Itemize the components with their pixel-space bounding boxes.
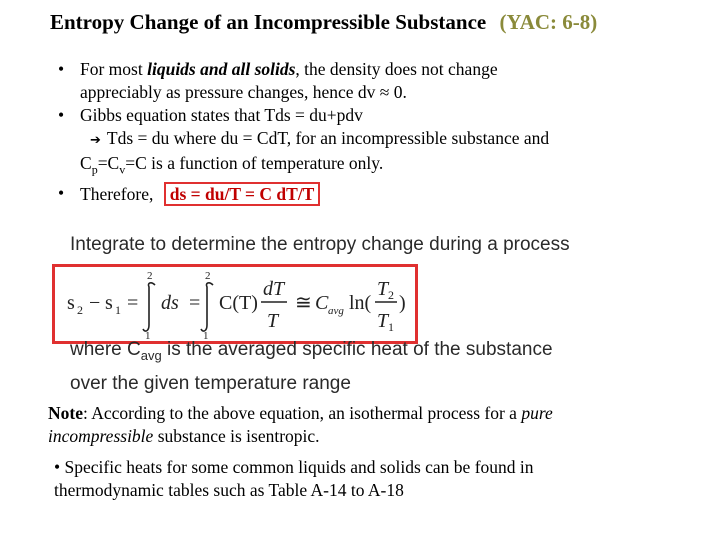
formula-minus: − [89,292,101,314]
formula-s2: s [67,292,75,314]
bullet-text: appreciably as pressure changes, hence dv ≈ 0. [80,82,407,102]
formula-close-paren: ) [399,292,406,314]
formula-s1-sub: 1 [115,303,121,317]
entropy-integral-formula [52,264,418,344]
bullet-text: Therefore, [80,183,154,204]
integral2-upper-limit: 2 [205,270,211,282]
note-emphasis-pure: pure [521,403,553,423]
integral2-lower-limit: 1 [203,330,209,341]
bullet-dot: • [58,182,65,203]
where-caption [70,339,553,363]
bullet-text: , the density does not change [295,59,498,79]
tables-note-line: • Specific heats for some common liquids and solids can be found in [54,457,534,477]
formula-equals-2: = [189,292,201,314]
title-reference: (YAC: 6-8) [499,10,598,34]
tables-note-line: thermodynamic tables such as Table A-14 to A-18 [54,480,404,500]
highlighted-equation: ds = du/T = C dT/T [164,182,321,206]
note-text: : According to the above equation, an isothermal process for a [82,403,522,423]
note-label: Note [48,403,83,423]
formula-t2-sub: 2 [388,288,394,302]
formula-c-of-t: C(T) [219,292,258,314]
bullet-gibbs [56,104,696,127]
specific-heat-tables-note [54,456,694,502]
formula-c: C [315,292,329,314]
bullet-dot: • [58,105,65,125]
formula-t2: T [377,278,389,300]
cp-subscript: p [91,162,98,177]
integral1-lower-limit: 1 [145,330,151,341]
bullet-text: For most [80,59,148,79]
bullet-list [56,58,696,206]
integral-sign-icon [143,283,155,331]
formula-s1: s [105,292,113,314]
cv-subscript: v [119,162,126,177]
cv-symbol: =C [97,153,120,173]
note-emphasis-incompressible: incompressible [48,426,154,446]
arrow-right-icon: ➔ [90,133,101,148]
bullet-incompressible [56,58,696,104]
specific-heat-line [56,152,696,182]
integral1-upper-limit: 2 [147,270,153,282]
formula-t1-sub: 1 [388,320,394,334]
title-main: Entropy Change of an Incompressible Substance [50,10,487,34]
cp-symbol: C [80,153,92,173]
formula-t1: T [377,310,389,332]
where-text: where C [70,339,141,360]
bullet-dot: • [58,59,65,79]
formula-s2-sub: 2 [77,303,83,317]
integral-sign-icon [201,283,213,331]
gibbs-result-line [56,127,696,152]
formula-dt: dT [263,278,285,300]
formula-approx: ≅ [295,292,312,314]
note-text: substance is isentropic. [153,426,320,446]
formula-avg-sub: avg [328,305,344,317]
formula-ln: ln( [349,292,372,314]
formula-graphic [55,267,415,341]
bullet-text: Tds = du where du = CdT, for an incompressible substance and [106,128,550,148]
emphasis-liquids-solids: liquids and all solids [147,59,296,79]
bullet-text: Gibbs equation states that Tds = du+pdv [80,105,363,125]
formula-ds: ds [161,292,179,314]
where-text: is the averaged specific heat of the substance [161,339,553,360]
formula-equals: = [127,292,139,314]
avg-subscript: avg [140,347,162,363]
bullet-therefore [56,182,696,206]
integrate-caption: Integrate to determine the entropy change during a process [70,234,570,255]
isothermal-note [48,402,688,448]
bullet-text: =C is a function of temperature only. [125,153,384,173]
slide-title [50,10,597,35]
formula-t: T [267,310,279,332]
temperature-range-caption: over the given temperature range [70,373,351,394]
